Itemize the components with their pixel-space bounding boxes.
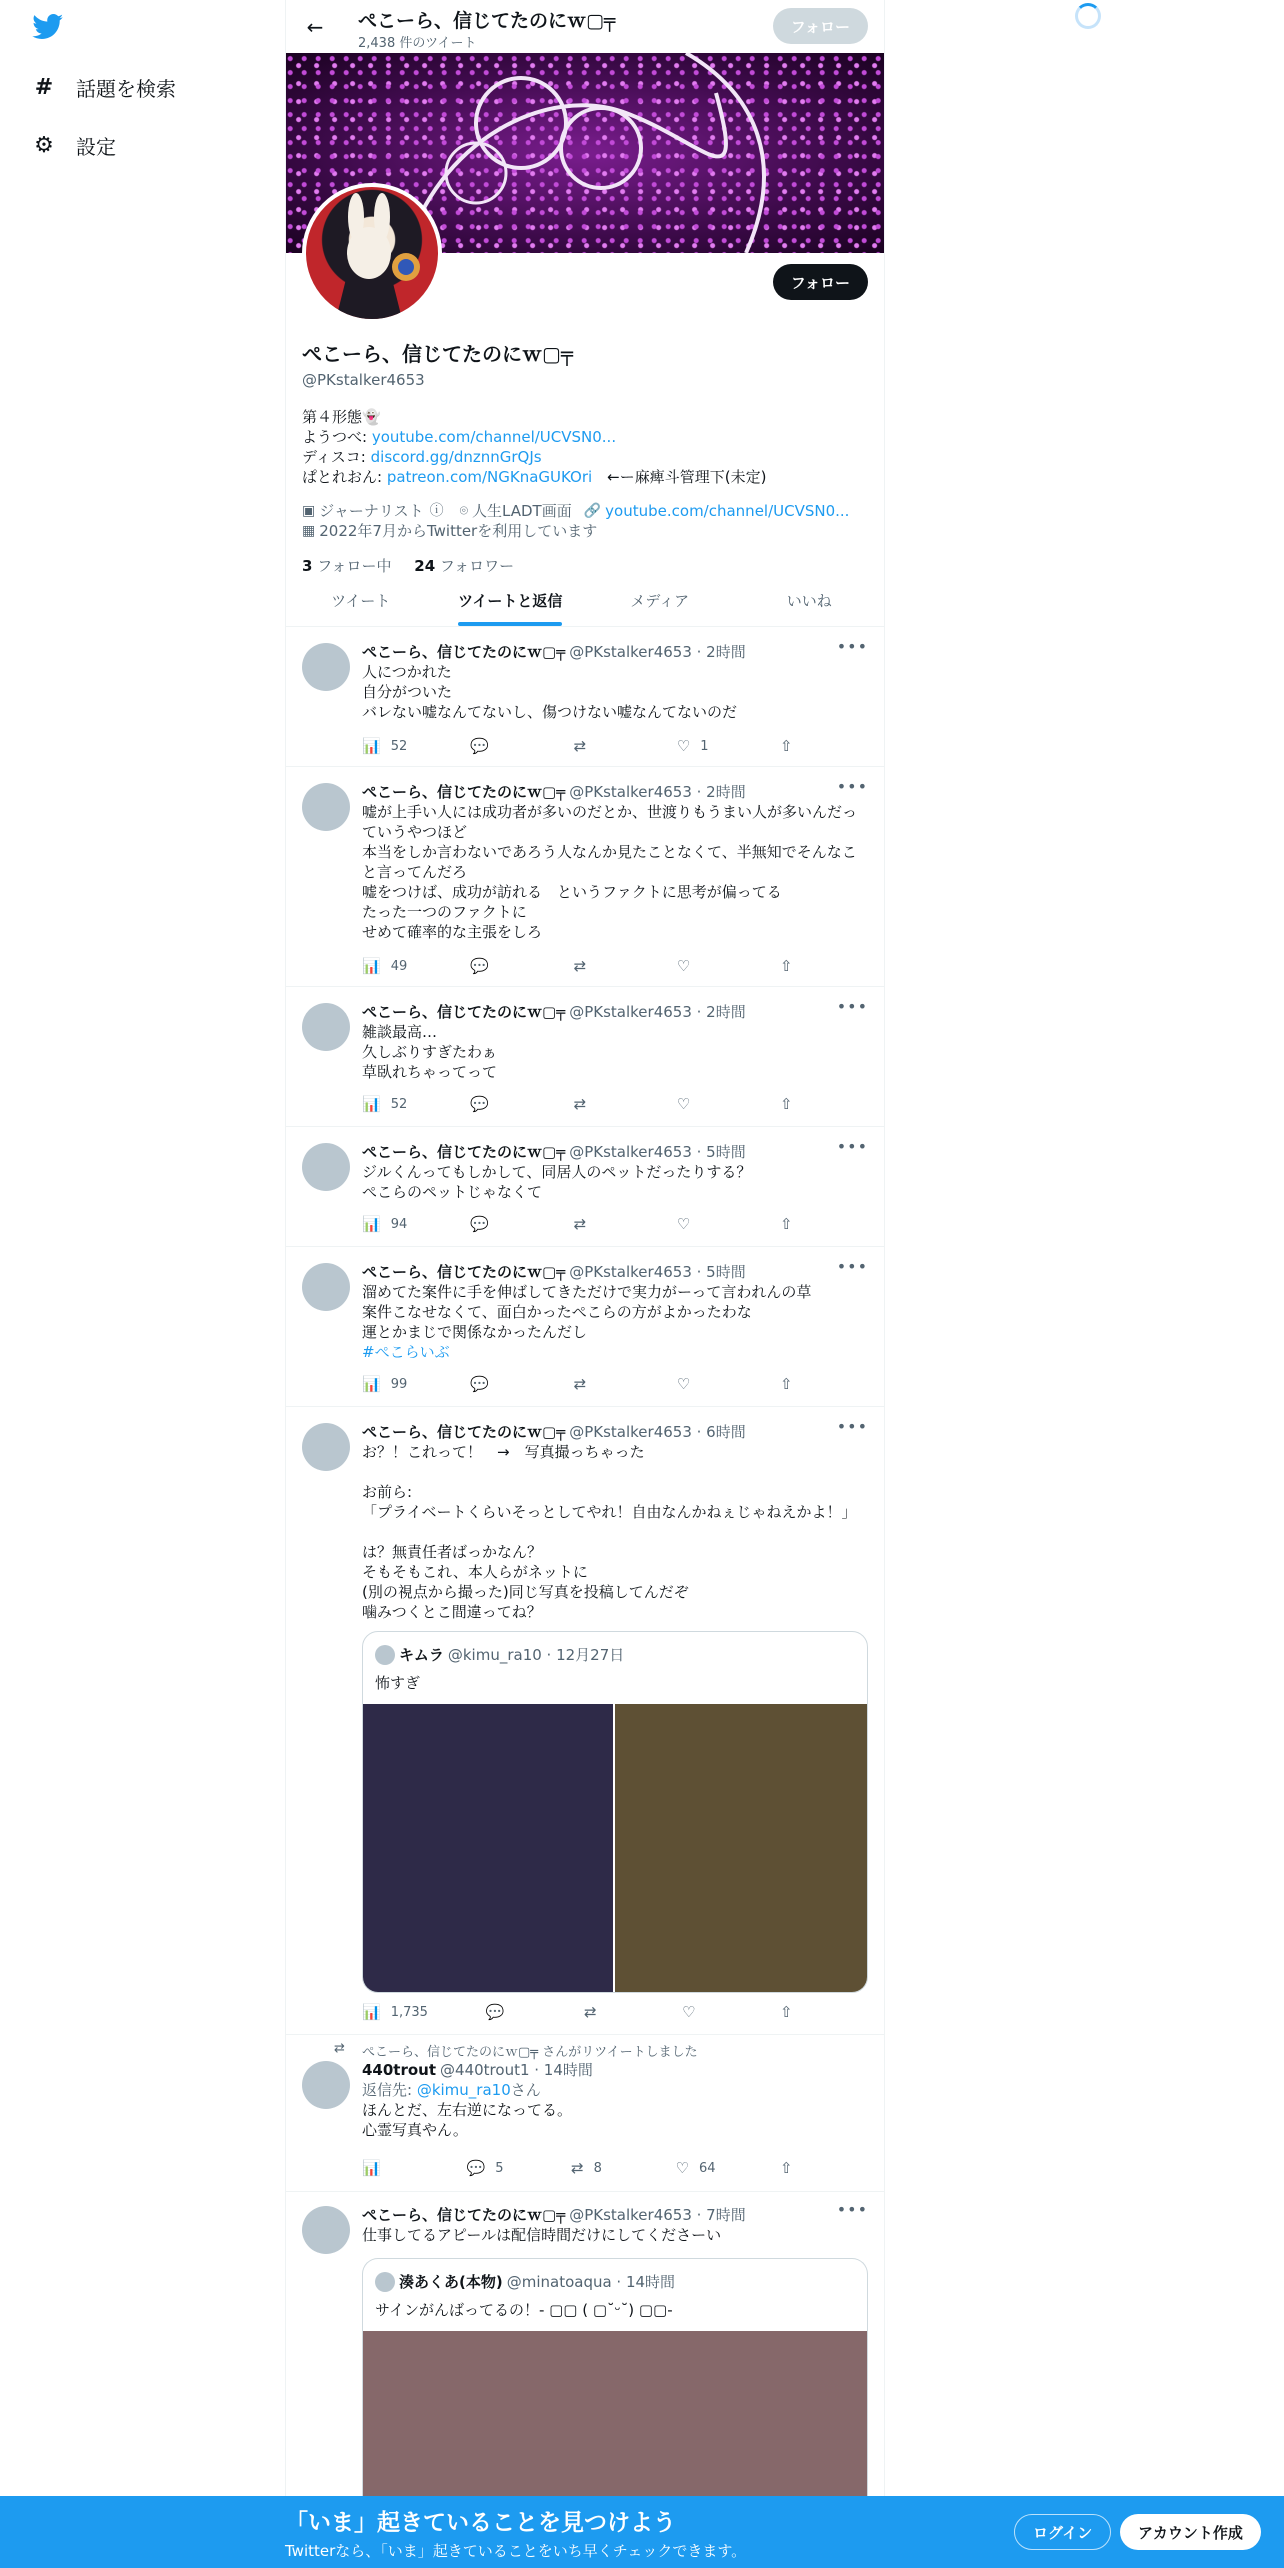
tweet[interactable] (286, 2035, 884, 2192)
left-navigation (0, 0, 285, 2568)
profile-meta (302, 501, 868, 541)
more-icon[interactable]: ••• (836, 637, 868, 656)
tweet-actions (362, 1095, 820, 1113)
views-stat[interactable]: 📊 52 (362, 737, 408, 755)
share-icon: ⇧ (779, 1095, 793, 1113)
profile-display-name: ぺこーら、信じてたのにｗ▢╤ (302, 342, 573, 366)
share-icon: ⇧ (779, 1215, 793, 1233)
meta-category: ▣ ジャーナリスト ⓘ (302, 502, 444, 520)
share-button[interactable] (780, 737, 820, 755)
heart-icon: ♡ (676, 1375, 691, 1393)
nav-settings[interactable] (32, 125, 116, 165)
bar-chart-icon: 📊 (362, 1095, 381, 1113)
tweet-actions (362, 1375, 820, 1393)
profile-handle: @PKstalker4653 (302, 371, 425, 389)
quote-text: サインがんばってるの！- ▢▢ ( ▢˘ᵕ˘) ▢▢- (375, 2301, 673, 2319)
reply-to-link[interactable]: @kimu_ra10 (416, 2081, 511, 2099)
tweet-avatar[interactable] (302, 1263, 350, 1311)
retweet-button[interactable] (574, 1375, 614, 1393)
bar-chart-icon: 📊 (362, 737, 381, 755)
profile-info (302, 338, 868, 576)
info-icon[interactable]: ⓘ (429, 503, 444, 519)
views-stat[interactable]: 📊 52 (362, 1095, 408, 1113)
tweet-text: 人につかれた 自分がついた バレない嘘なんてないし、傷つけない嘘なんてないのだ (362, 663, 738, 721)
tweet-handle-time: @PKstalker4653 · 7時間 (569, 2206, 746, 2224)
profile-header-bar (286, 0, 884, 53)
retweet-icon: ⇄ (573, 1375, 587, 1393)
quote-avatar (375, 1645, 395, 1665)
share-button[interactable] (780, 1375, 820, 1393)
like-button[interactable] (682, 2003, 722, 2021)
tweet-avatar[interactable] (302, 1003, 350, 1051)
retweet-icon: ⇄ (334, 2041, 345, 2056)
retweet-button[interactable] (574, 737, 614, 755)
tweet[interactable] (286, 767, 884, 987)
profile-avatar[interactable] (302, 183, 442, 323)
tweet[interactable] (286, 1407, 884, 2035)
reply-button[interactable] (470, 737, 510, 755)
retweet-button[interactable] (574, 957, 614, 975)
more-icon[interactable]: ••• (836, 1137, 868, 1156)
share-button[interactable] (780, 957, 820, 975)
bio-patreon-link[interactable]: patreon.com/NGKnaGUKOri (386, 468, 593, 486)
tweet-handle-time: @PKstalker4653 · 5時間 (569, 1263, 746, 1281)
like-button[interactable]: ♡ 1 (676, 737, 709, 755)
views-stat[interactable]: 📊 49 (362, 957, 408, 975)
more-icon[interactable]: ••• (836, 997, 868, 1016)
back-arrow-icon[interactable]: ← (306, 15, 324, 39)
reply-icon: 💬 (466, 2159, 486, 2177)
profile-tabs (286, 574, 884, 627)
tweet-author-name[interactable]: ぺこーら、信じてたのにｗ▢╤ (362, 1423, 566, 1441)
tweet-actions (362, 2003, 820, 2021)
reply-to-line: 返信先: @kimu_ra10さん (362, 2081, 541, 2099)
follow-button[interactable]: フォロー (773, 264, 868, 300)
tab-tweets-and-replies[interactable]: ツイートと返信 (436, 574, 586, 626)
tweet-actions (362, 737, 820, 755)
meta-url (584, 501, 850, 521)
retweet-icon: ⇄ (573, 1215, 587, 1233)
tweet-avatar[interactable] (302, 2206, 350, 2254)
retweet-icon: ⇄ (573, 957, 587, 975)
tweet-avatar[interactable] (302, 1423, 350, 1471)
quote-avatar (375, 2272, 395, 2292)
tweet-author-name[interactable]: ぺこーら、信じてたのにｗ▢╤ (362, 1003, 566, 1021)
tweet-text: 雑談最高… 久しぶりすぎたわぁ 草臥れちゃってって (362, 1023, 498, 1081)
header-tweet-count: 2,438 件のツイート (358, 36, 477, 51)
tweet-author-name[interactable]: ぺこーら、信じてたのにｗ▢╤ (362, 1263, 566, 1281)
reply-icon: 💬 (470, 737, 490, 755)
views-stat[interactable]: 📊 94 (362, 1215, 408, 1233)
quote-text: 怖すぎ (375, 1674, 421, 1692)
tweet-handle-time: @440trout1 · 14時間 (440, 2061, 593, 2079)
tweet-author-name[interactable]: ぺこーら、信じてたのにｗ▢╤ (362, 643, 566, 661)
quote-handle-time: @kimu_ra10 · 12月27日 (447, 1646, 625, 1664)
share-button[interactable] (780, 2159, 820, 2177)
tweet-avatar[interactable] (302, 783, 350, 831)
link-icon: 🔗 (583, 503, 602, 519)
like-button[interactable]: ♡ 64 (675, 2159, 716, 2177)
tweet-handle-time: @PKstalker4653 · 2時間 (569, 1003, 746, 1021)
header-follow-button[interactable]: フォロー (773, 8, 868, 44)
hashtag-icon: # (34, 74, 54, 100)
reply-button[interactable] (486, 2003, 526, 2021)
views-stat[interactable] (362, 2159, 402, 2177)
tweet-text: 嘘が上手い人には成功者が多いのだとか、世渡りもうまい人が多いんだっていうやつほど 本当をしか言わないであろう人なんか見たことなくて、半無知でそんなこと言ってんだろ 嘘をつけば、成功が訪れる というファクトに思考が偏ってる たった一つのファクトに せめて確率的な主張をしろ (362, 803, 858, 941)
profile-column (285, 0, 885, 2568)
reply-icon: 💬 (470, 1375, 490, 1393)
retweet-button[interactable]: ⇄ 8 (571, 2159, 602, 2177)
bio-line: ぱとれおん: patreon.com/NGKnaGUKOri ←ー麻痺斗管理下(未定) (302, 468, 767, 486)
tweet-text: 溜めてた案件に手を伸ばしてきただけで実力がーって言われんの草 案件こなせなくて、面白かったぺこらの方がよかったわな 運とかまじで関係なかったんだし (362, 1283, 812, 1341)
quote-image[interactable] (363, 1704, 613, 1993)
share-icon: ⇧ (779, 1375, 793, 1393)
like-button[interactable] (677, 957, 717, 975)
bar-chart-icon: 📊 (362, 1215, 381, 1233)
quote-author-name: 湊あくあ(本物) (399, 2273, 503, 2291)
reply-icon: 💬 (470, 957, 490, 975)
more-icon[interactable]: ••• (836, 777, 868, 796)
briefcase-icon: ▣ (302, 503, 316, 519)
following-link[interactable]: 3 フォロー中 (302, 557, 392, 575)
profile-url-link[interactable]: youtube.com/channel/UCVSN0... (605, 502, 850, 520)
heart-icon: ♡ (676, 1215, 691, 1233)
quote-author-name: キムラ (399, 1646, 444, 1664)
share-icon: ⇧ (779, 2003, 793, 2021)
tweet-text: ほんとだ、左右逆になってる。 心霊写真やん。 (362, 2101, 573, 2139)
bio-discord-link[interactable]: discord.gg/dnznnGrQJs (370, 448, 542, 466)
more-icon[interactable]: ••• (836, 2200, 868, 2219)
nav-explore[interactable] (32, 67, 176, 107)
tweet-author-name[interactable]: ぺこーら、信じてたのにｗ▢╤ (362, 783, 566, 801)
retweet-button[interactable] (574, 1215, 614, 1233)
reply-button[interactable] (470, 957, 510, 975)
bio-line: ディスコ: discord.gg/dnznnGrQJs (302, 448, 542, 466)
tweet[interactable] (286, 987, 884, 1127)
heart-icon: ♡ (676, 1095, 691, 1113)
bio-line: 第４形態👻 (302, 408, 381, 426)
avatar-rabbit-art (306, 187, 438, 319)
share-icon: ⇧ (779, 957, 793, 975)
tab-media[interactable]: メディア (630, 591, 690, 610)
follow-stats (302, 555, 868, 576)
followers-link[interactable]: 24 フォロワー (414, 557, 515, 575)
login-button[interactable]: ログイン (1014, 2514, 1111, 2550)
more-icon[interactable]: ••• (836, 1257, 868, 1276)
tweet-handle-time: @PKstalker4653 · 5時間 (569, 1143, 746, 1161)
retweet-button[interactable] (584, 2003, 624, 2021)
tweet-author-name[interactable]: 440trout (362, 2061, 437, 2079)
retweet-button[interactable] (574, 1095, 614, 1113)
loading-spinner-icon (1075, 3, 1101, 29)
reply-button[interactable]: 💬 5 (466, 2159, 504, 2177)
bar-chart-icon: 📊 (362, 2003, 381, 2021)
calendar-icon: ▦ (302, 523, 316, 539)
heart-icon: ♡ (675, 2159, 689, 2177)
tweet-actions (362, 2159, 820, 2177)
tweet-author-name[interactable]: ぺこーら、信じてたのにｗ▢╤ (362, 2206, 566, 2224)
share-button[interactable] (780, 1215, 820, 1233)
tweet-avatar[interactable] (302, 1143, 350, 1191)
tweet-avatar[interactable] (302, 643, 350, 691)
tweet-actions (362, 1215, 820, 1233)
quote-handle-time: @minatoaqua · 14時間 (506, 2273, 676, 2291)
nav-explore-label: 話題を検索 (76, 76, 176, 101)
signup-banner-title: 「いま」起きていることを見つけよう (285, 2510, 676, 2536)
location-pin-icon: ⌾ (459, 503, 469, 519)
tweet-actions (362, 957, 820, 975)
tweet[interactable] (286, 1247, 884, 1407)
tweet-text: お？！これって！ → 写真撮っちゃった お前ら: 「プライベートくらいそっとしてやれ！自由なんかねぇじゃねえかよ！」 は？無責任者ばっかなん？ そもそもこれ、本人らがネットに (別の視点から撮った)同じ写真を投稿してんだぞ 噛みつくとこ間違ってね？ (362, 1443, 857, 1621)
retweet-icon: ⇄ (573, 737, 587, 755)
like-button[interactable] (677, 1095, 717, 1113)
tweet[interactable] (286, 1127, 884, 1247)
reply-icon: 💬 (470, 1095, 490, 1113)
like-button[interactable] (677, 1215, 717, 1233)
tweet-avatar[interactable] (302, 2061, 350, 2109)
reply-icon: 💬 (470, 1215, 490, 1233)
tweet[interactable] (286, 627, 884, 767)
retweeted-by-label: ⇄ ぺこーら、信じてたのにｗ▢╤ さんがリツイートしました (334, 2041, 698, 2060)
bio-youtube-link[interactable]: youtube.com/channel/UCVSN0... (371, 428, 617, 446)
reply-icon: 💬 (485, 2003, 505, 2021)
tweet-handle-time: @PKstalker4653 · 2時間 (569, 783, 746, 801)
more-icon[interactable]: ••• (836, 1417, 868, 1436)
tab-tweets[interactable]: ツイート (331, 591, 391, 610)
tweet-text: 仕事してるアピールは配信時間だけにしてくださーい (362, 2226, 722, 2244)
quoted-tweet[interactable] (362, 1631, 868, 1993)
bar-chart-icon: 📊 (362, 2159, 381, 2177)
quote-image[interactable] (615, 1704, 868, 1993)
signup-banner (0, 2496, 1284, 2568)
nav-settings-label: 設定 (76, 134, 116, 159)
bar-chart-icon: 📊 (362, 957, 381, 975)
gear-icon: ⚙ (34, 132, 54, 158)
reply-button[interactable] (470, 1095, 510, 1113)
like-button[interactable] (677, 1375, 717, 1393)
share-icon: ⇧ (780, 2159, 793, 2177)
reply-button[interactable] (470, 1375, 510, 1393)
heart-icon: ♡ (681, 2003, 696, 2021)
share-button[interactable] (780, 1095, 820, 1113)
meta-location: ⌾ 人生LADT画面 (459, 502, 572, 520)
tweet-handle-time: @PKstalker4653 · 2時間 (569, 643, 746, 661)
tweet-handle-time: @PKstalker4653 · 6時間 (569, 1423, 746, 1441)
views-stat[interactable]: 📊 99 (362, 1375, 408, 1393)
retweet-icon: ⇄ (573, 1095, 587, 1113)
heart-icon: ♡ (676, 737, 691, 755)
share-button[interactable] (780, 2003, 820, 2021)
header-display-name: ぺこーら、信じてたのにｗ▢╤ (358, 10, 616, 32)
share-icon: ⇧ (779, 737, 793, 755)
bio-line: ようつべ: youtube.com/channel/UCVSN0... (302, 428, 617, 446)
retweet-icon: ⇄ (583, 2003, 597, 2021)
profile-bio (302, 407, 868, 487)
create-account-button[interactable]: アカウント作成 (1120, 2514, 1261, 2550)
meta-joined: ▦ 2022年7月からTwitterを利用しています (302, 522, 598, 540)
reply-button[interactable] (470, 1215, 510, 1233)
heart-icon: ♡ (676, 957, 691, 975)
signup-banner-subtitle: Twitterなら、「いま」起きていることをいち早くチェックできます。 (285, 2542, 747, 2560)
tweet-author-name[interactable]: ぺこーら、信じてたのにｗ▢╤ (362, 1143, 566, 1161)
tweet-text: ジルくんってもしかして、同居人のペットだったりする？ ぺこらのペットじゃなくて (362, 1163, 752, 1201)
views-stat[interactable]: 📊 1,735 (362, 2003, 428, 2021)
hashtag-link[interactable]: #ぺこらいぶ (362, 1343, 450, 1361)
bar-chart-icon: 📊 (362, 1375, 381, 1393)
tab-likes[interactable]: いいね (786, 591, 832, 610)
retweet-icon: ⇄ (571, 2159, 584, 2177)
twitter-logo-icon[interactable] (32, 14, 64, 40)
